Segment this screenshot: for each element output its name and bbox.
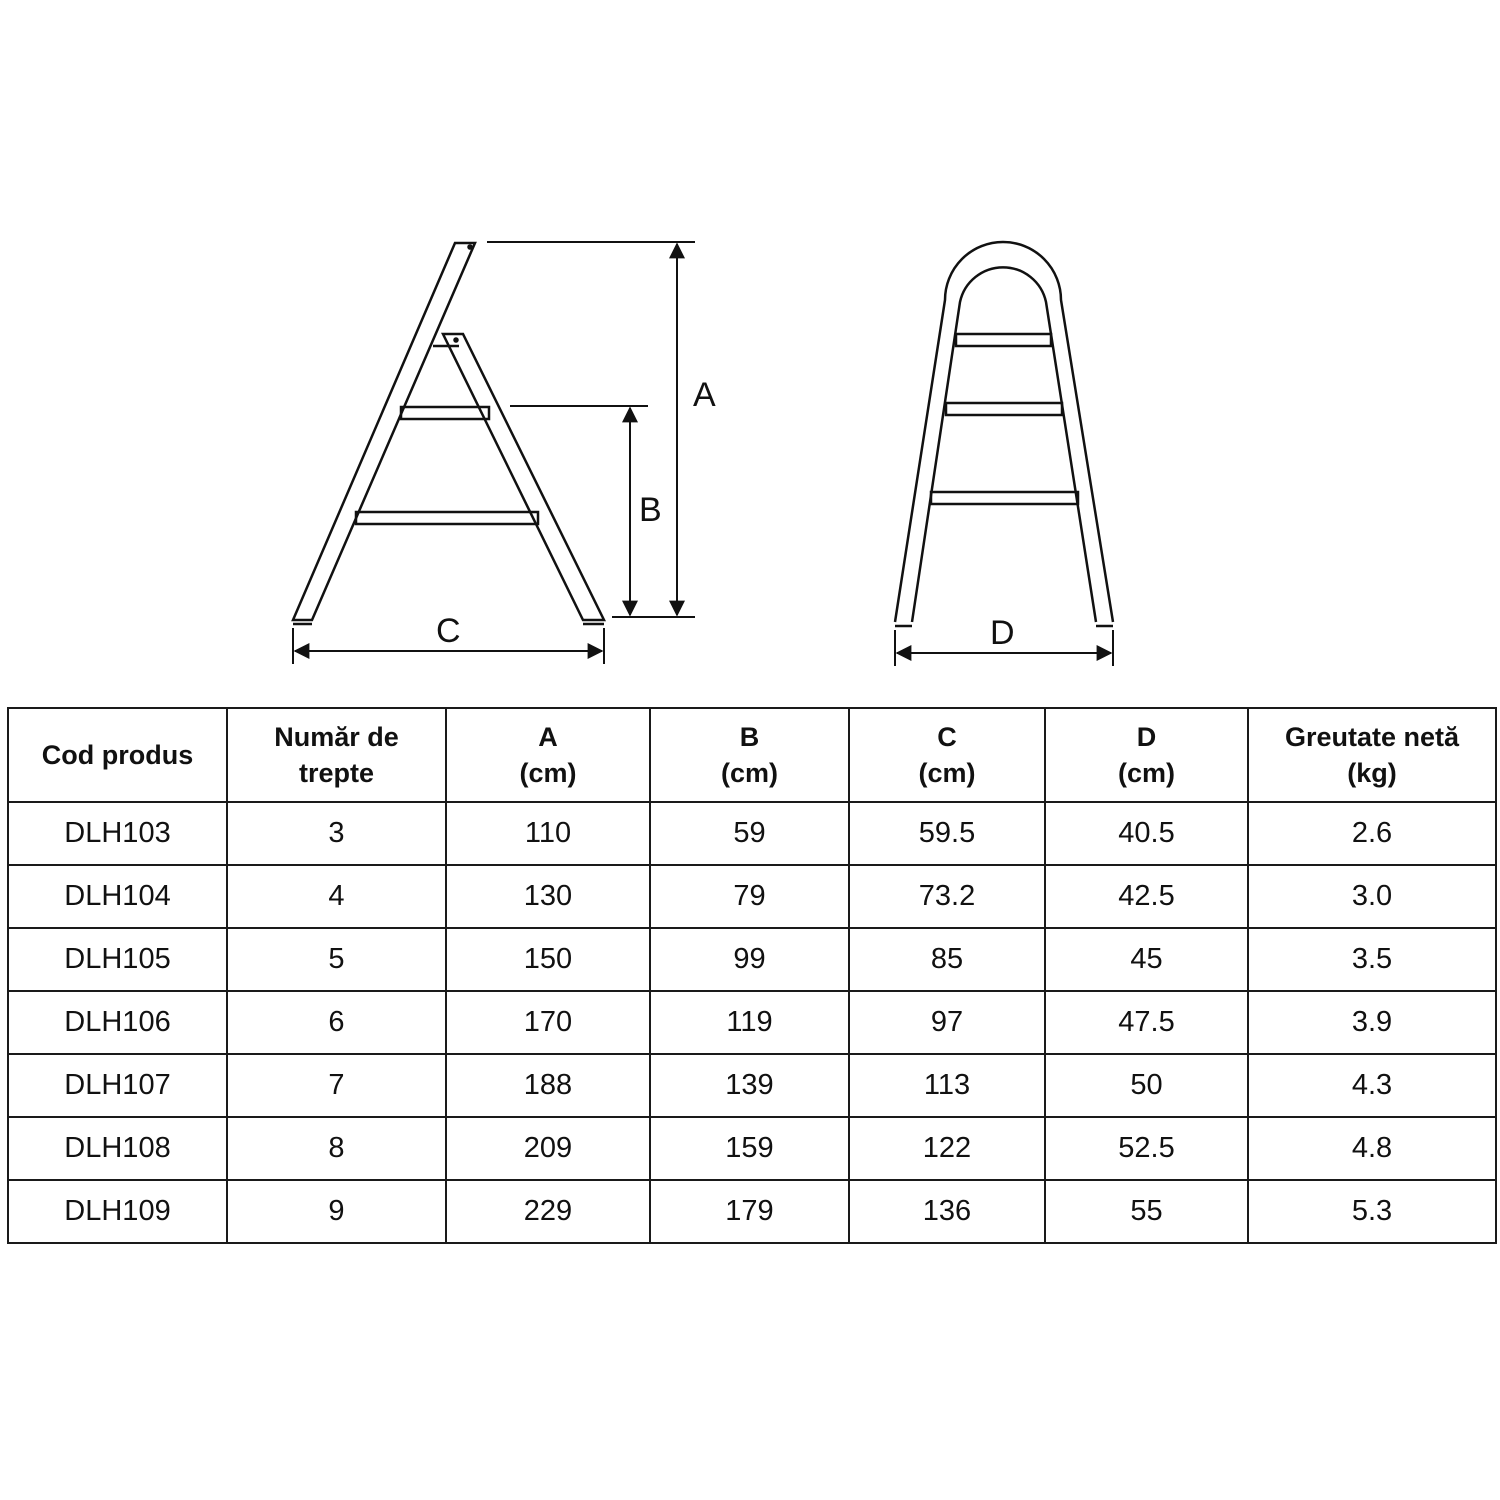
table-cell: 97 bbox=[849, 991, 1045, 1054]
label-c: C bbox=[436, 612, 461, 650]
header-row bbox=[8, 708, 1496, 802]
table-cell: 40.5 bbox=[1045, 802, 1248, 865]
column-header-line2: (cm) bbox=[1117, 758, 1175, 788]
table-cell: 113 bbox=[849, 1054, 1045, 1117]
column-header-line1: Număr de bbox=[274, 722, 399, 752]
table-cell: 159 bbox=[650, 1117, 849, 1180]
column-header-line2: (cm) bbox=[519, 758, 577, 788]
table-cell: 42.5 bbox=[1045, 865, 1248, 928]
front-step-2 bbox=[946, 403, 1062, 415]
table-cell: 170 bbox=[446, 991, 650, 1054]
table-cell: 47.5 bbox=[1045, 991, 1248, 1054]
table-cell: 4.8 bbox=[1248, 1117, 1496, 1180]
front-step-1 bbox=[956, 334, 1051, 346]
column-header bbox=[849, 708, 1045, 802]
ladder-dimension-diagram bbox=[0, 0, 1500, 700]
table-cell: 209 bbox=[446, 1117, 650, 1180]
side-step-1 bbox=[401, 407, 489, 419]
column-header-line2: (kg) bbox=[1347, 758, 1397, 788]
table-cell: 7 bbox=[227, 1054, 446, 1117]
table-cell: 122 bbox=[849, 1117, 1045, 1180]
column-header-line1: Cod produs bbox=[41, 740, 194, 770]
table-cell: 119 bbox=[650, 991, 849, 1054]
table-cell: 130 bbox=[446, 865, 650, 928]
table-cell: 79 bbox=[650, 865, 849, 928]
column-header bbox=[8, 708, 227, 802]
table-cell: 4 bbox=[227, 865, 446, 928]
table-cell: 229 bbox=[446, 1180, 650, 1243]
column-header bbox=[446, 708, 650, 802]
ladder-front-view bbox=[895, 242, 1113, 626]
table-cell: 59 bbox=[650, 802, 849, 865]
table-cell: 3.5 bbox=[1248, 928, 1496, 991]
table-cell: DLH106 bbox=[8, 991, 227, 1054]
table-cell: 4.3 bbox=[1248, 1054, 1496, 1117]
table-row bbox=[8, 991, 1496, 1054]
column-header-line1: B bbox=[739, 722, 760, 752]
column-header bbox=[650, 708, 849, 802]
column-header-line1: Greutate netă bbox=[1284, 722, 1460, 752]
side-step-2 bbox=[356, 512, 538, 524]
table-cell: 5 bbox=[227, 928, 446, 991]
table-cell: 188 bbox=[446, 1054, 650, 1117]
table-cell: 99 bbox=[650, 928, 849, 991]
column-header-line2: (cm) bbox=[720, 758, 778, 788]
label-b: B bbox=[639, 491, 662, 529]
column-header-line1: A bbox=[538, 722, 558, 752]
dimension-a bbox=[487, 242, 695, 617]
table-cell: DLH108 bbox=[8, 1117, 227, 1180]
table-cell: 5.3 bbox=[1248, 1180, 1496, 1243]
column-header-line1: D bbox=[1136, 722, 1157, 752]
table-cell: 3.0 bbox=[1248, 865, 1496, 928]
table-cell: 50 bbox=[1045, 1054, 1248, 1117]
column-header bbox=[1045, 708, 1248, 802]
table-cell: 110 bbox=[446, 802, 650, 865]
column-header-line2: (cm) bbox=[918, 758, 976, 788]
table-cell: 179 bbox=[650, 1180, 849, 1243]
table-cell: DLH109 bbox=[8, 1180, 227, 1243]
table-row bbox=[8, 1054, 1496, 1117]
table-cell: DLH104 bbox=[8, 865, 227, 928]
label-d: D bbox=[990, 614, 1015, 652]
table-cell: 150 bbox=[446, 928, 650, 991]
column-header bbox=[1248, 708, 1496, 802]
rear-leg bbox=[443, 334, 604, 620]
table-cell: 59.5 bbox=[849, 802, 1045, 865]
table-cell: 85 bbox=[849, 928, 1045, 991]
table-cell: 3 bbox=[227, 802, 446, 865]
column-header bbox=[227, 708, 446, 802]
table-cell: 45 bbox=[1045, 928, 1248, 991]
table-cell: 9 bbox=[227, 1180, 446, 1243]
table-cell: 52.5 bbox=[1045, 1117, 1248, 1180]
table-cell: 136 bbox=[849, 1180, 1045, 1243]
label-a: A bbox=[693, 376, 716, 414]
table-cell: 6 bbox=[227, 991, 446, 1054]
table-cell: 3.9 bbox=[1248, 991, 1496, 1054]
table-row bbox=[8, 1180, 1496, 1243]
table-row bbox=[8, 1117, 1496, 1180]
table-row bbox=[8, 802, 1496, 865]
table-row bbox=[8, 865, 1496, 928]
table-cell: 8 bbox=[227, 1117, 446, 1180]
table-cell: 55 bbox=[1045, 1180, 1248, 1243]
table-row bbox=[8, 928, 1496, 991]
front-step-3 bbox=[931, 492, 1078, 504]
column-header-line1: C bbox=[937, 722, 957, 752]
front-leg bbox=[293, 243, 475, 620]
table-cell: DLH105 bbox=[8, 928, 227, 991]
table-cell: 139 bbox=[650, 1054, 849, 1117]
table-cell: 2.6 bbox=[1248, 802, 1496, 865]
table-cell: DLH103 bbox=[8, 802, 227, 865]
table-cell: DLH107 bbox=[8, 1054, 227, 1117]
ladder-side-view bbox=[293, 243, 604, 624]
table-cell: 73.2 bbox=[849, 865, 1045, 928]
specification-table bbox=[7, 707, 1497, 1244]
column-header-line2: trepte bbox=[298, 758, 374, 788]
